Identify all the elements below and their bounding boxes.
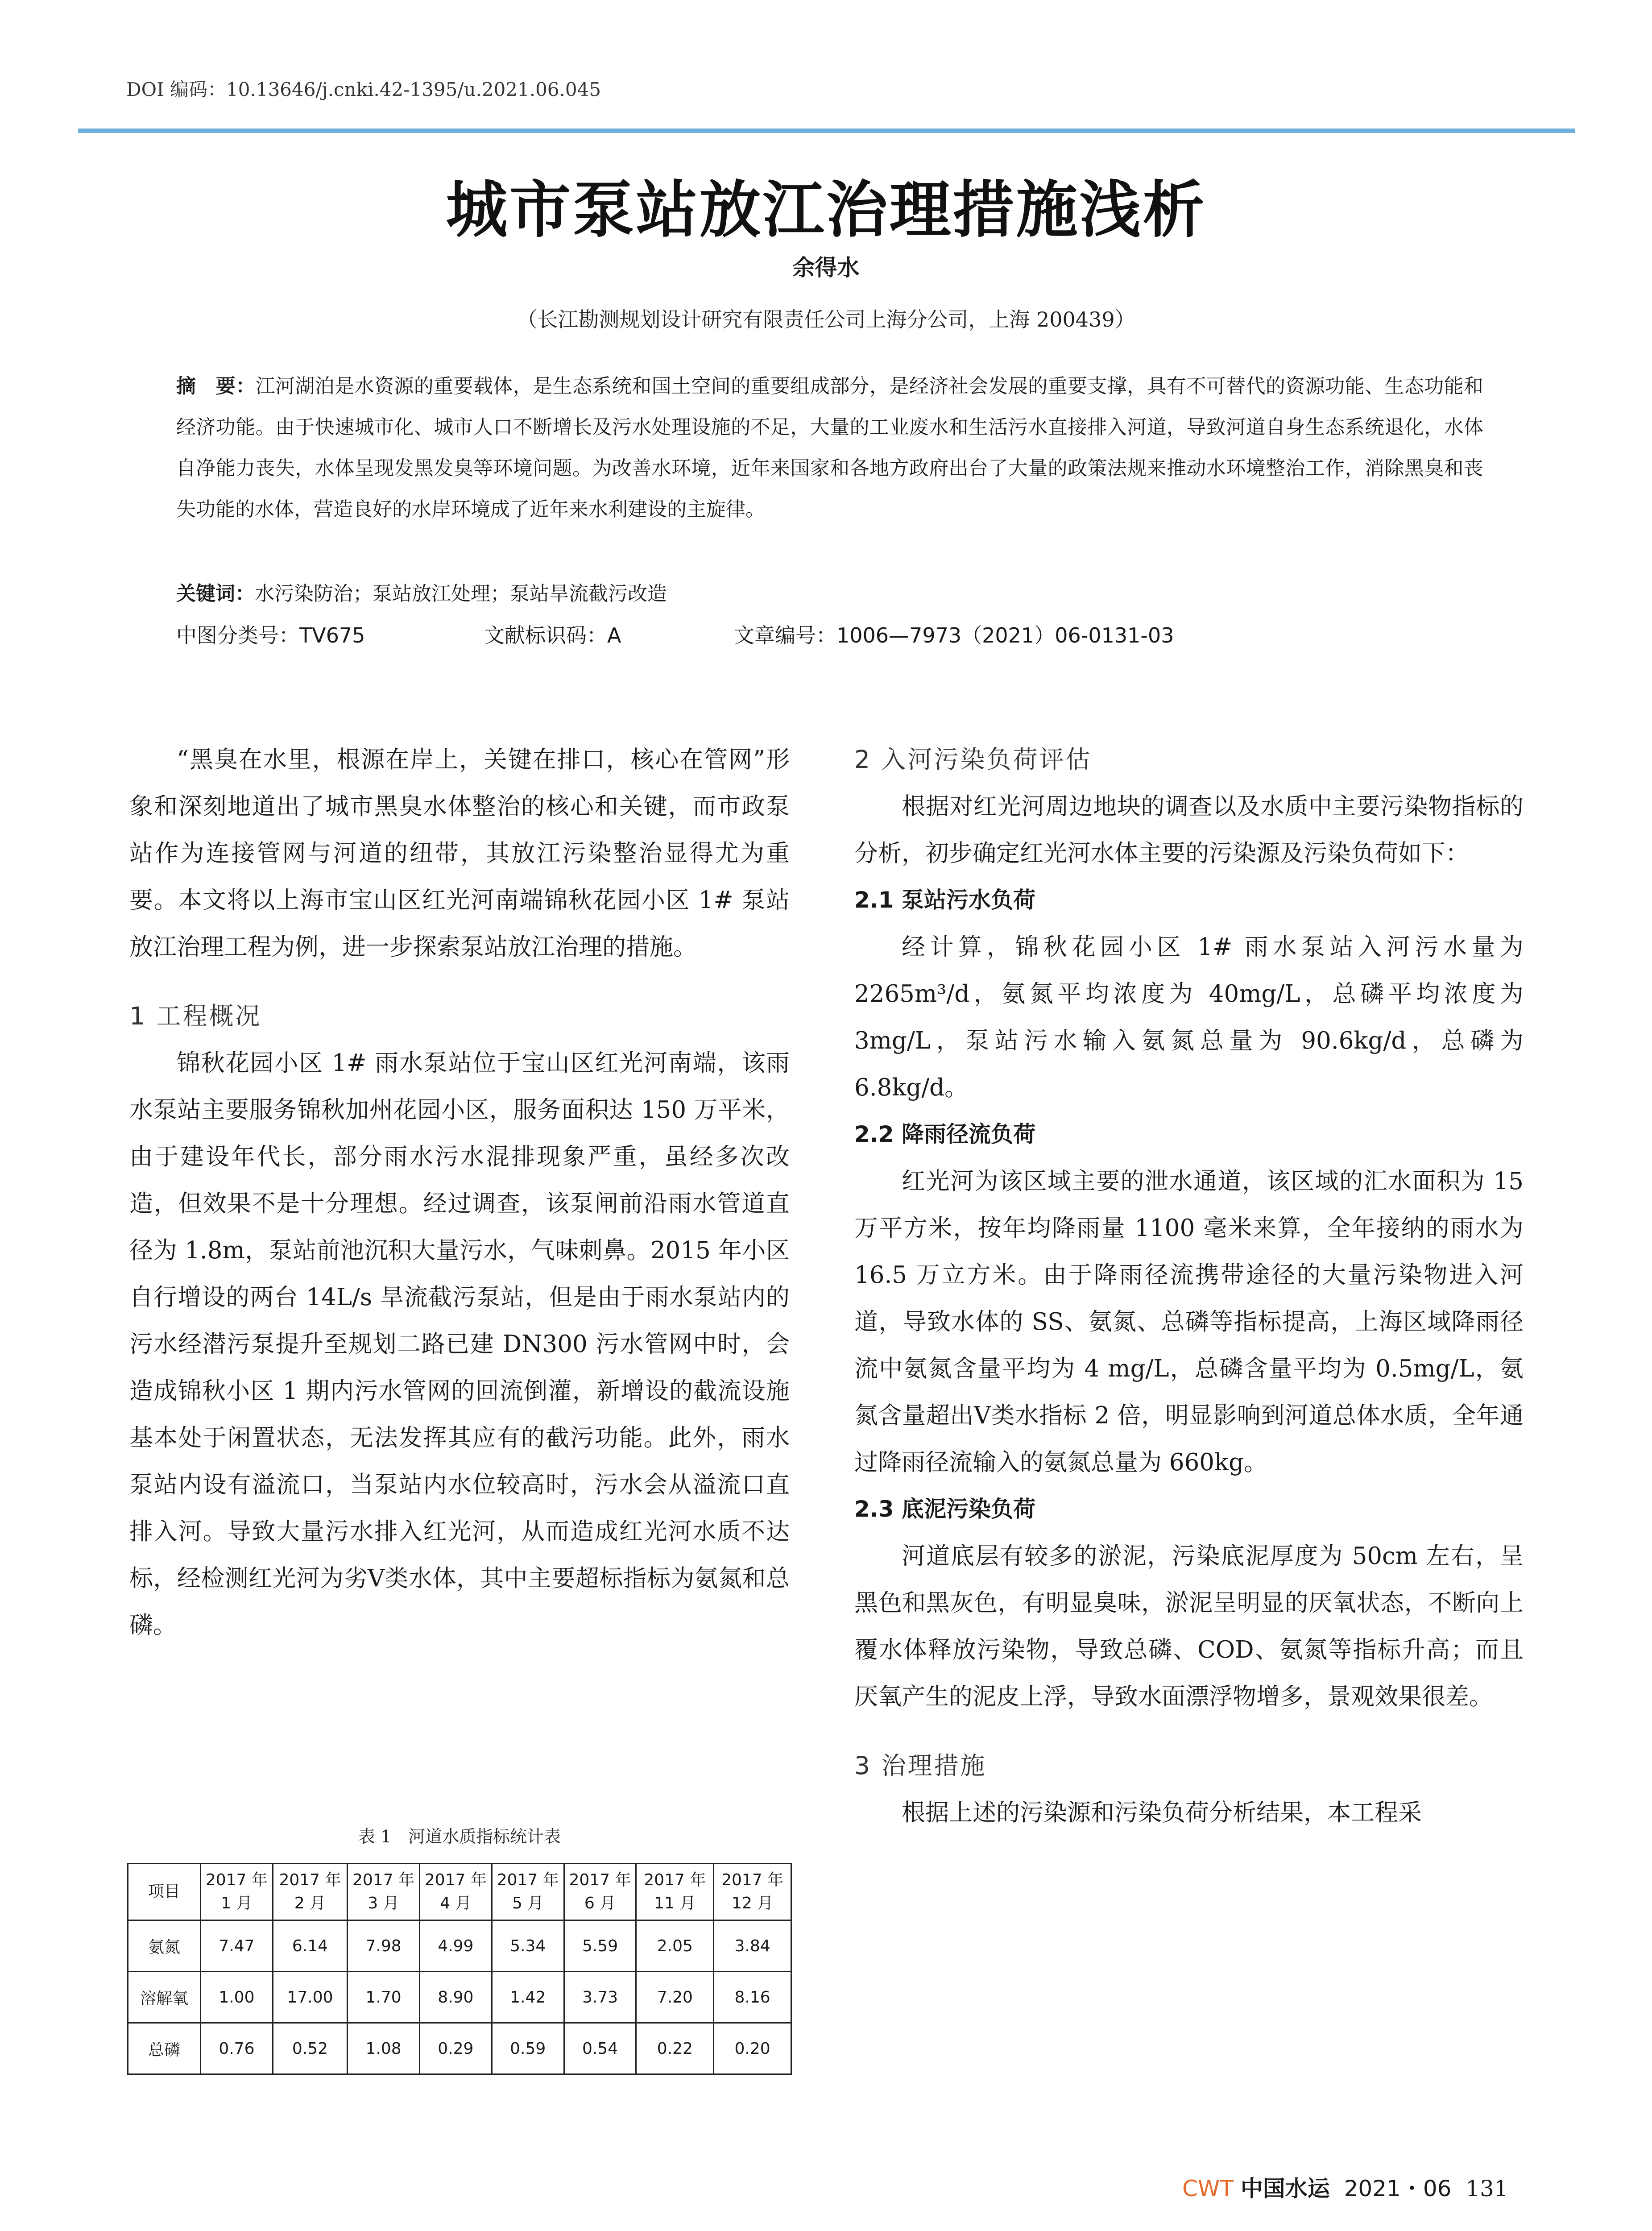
table-cell: 6.14: [273, 1920, 347, 1972]
table-row: [128, 1972, 791, 2023]
table-cell: 0.20: [714, 2023, 791, 2074]
section-2-3-heading: 2.3 底泥污染负荷: [854, 1496, 1035, 1522]
table-cell: 0.54: [564, 2023, 636, 2074]
page-footer: [1182, 2171, 1508, 2203]
author: 余得水: [792, 255, 860, 281]
section-2-2-paragraph: 红光河为该区域主要的泄水通道，该区域的汇水面积为 15 万平方米，按年均降雨量 1100 毫米来算，全年接纳的雨水为 16.5 万立方米。由于降雨径流携带途径的大量污染物进入河道，导致水体的 SS、氨氮、总磷等指标提高，上海区域降雨径流中氨氮含量平均为 4 mg/L，总磷含量平均为 0.5mg/L，氨氮含量超出Ⅴ类水指标 2 倍，明显影响到河道总体水质，全年通过降雨径流输入的氨氮总量为 660kg。: [854, 1168, 1524, 1476]
table-cell: 3.73: [564, 1972, 636, 2023]
table-cell: 7.47: [201, 1920, 273, 1972]
table-cell: 2.05: [636, 1920, 714, 1972]
section-1-paragraph: 锦秋花园小区 1# 雨水泵站位于宝山区红光河南端，该雨水泵站主要服务锦秋加州花园小区，服务面积达 150 万平米，由于建设年代长，部分雨水污水混排现象严重，虽经多次改造，但效果不是十分理想。经过调查，该泵闸前沿雨水管道直径为 1.8m，泵站前池沉积大量污水，气味刺鼻。2015 年小区自行增设的两台 14L/s 旱流截污泵站，但是由于雨水泵站内的污水经潜污泵提升至规划二路已建 DN300 污水管网中时，会造成锦秋小区 1 期内污水管网的回流倒灌，新增设的截流设施基本处于闲置状态，无法发挥其应有的截污功能。此外，雨水泵站内设有溢流口，当泵站内水位较高时，污水会从溢流口直排入河。导致大量污水排入红光河，从而造成红光河水质不达标，经检测红光河为劣Ⅴ类水体，其中主要超标指标为氨氮和总磷。: [129, 1049, 790, 1639]
left-column: [129, 736, 790, 1649]
classification-row: [176, 615, 1483, 656]
table-header-cell: 2017 年 6 月: [564, 1864, 636, 1920]
affiliation: （长江勘测规划设计研究有限责任公司上海分公司，上海 200439）: [517, 307, 1135, 332]
right-column: [854, 736, 1524, 1836]
abstract: [176, 366, 1483, 530]
table-cell: 1.42: [492, 1972, 564, 2023]
table-cell: 0.76: [201, 2023, 273, 2074]
table-header-cell: 2017 年 2 月: [273, 1864, 347, 1920]
table-cell: 1.70: [348, 1972, 420, 2023]
table-cell: 1.00: [201, 1972, 273, 2023]
section-3-paragraph: 根据上述的污染源和污染负荷分析结果，本工程采: [902, 1799, 1422, 1826]
table-header-cell: 2017 年 5 月: [492, 1864, 564, 1920]
table-cell: 0.52: [273, 2023, 347, 2074]
table-cell: 0.29: [419, 2023, 492, 2074]
keywords-text: 水污染防治；泵站放江处理；泵站旱流截污改造: [255, 582, 667, 605]
section-3-heading: 3 治理措施: [854, 1751, 987, 1780]
keywords: [176, 573, 1483, 614]
table-header-row: [128, 1864, 791, 1920]
table-cell: 5.34: [492, 1920, 564, 1972]
table-cell: 0.22: [636, 2023, 714, 2074]
section-2-2-heading: 2.2 降雨径流负荷: [854, 1121, 1035, 1147]
table-cell: 7.20: [636, 1972, 714, 2023]
doi-code: DOI 编码：10.13646/j.cnki.42-1395/u.2021.06.045: [126, 79, 601, 100]
table-row-label: 氨氮: [128, 1920, 201, 1972]
journal-name: 中国水运: [1240, 2175, 1330, 2202]
header-rule: [78, 129, 1575, 133]
table-cell: 4.99: [419, 1920, 492, 1972]
keywords-label: 关键词：: [176, 582, 255, 605]
table-row-label: 溶解氧: [128, 1972, 201, 2023]
table-header-cell: 2017 年 12 月: [714, 1864, 791, 1920]
section-2-heading: 2 入河污染负荷评估: [854, 745, 1092, 774]
table-row-label: 总磷: [128, 2023, 201, 2074]
table-header-item: 项目: [128, 1864, 201, 1920]
table-cell: 7.98: [348, 1920, 420, 1972]
section-2-3-paragraph: 河道底层有较多的淤泥，污染底泥厚度为 50cm 左右，呈黑色和黑灰色，有明显臭味，淤泥呈明显的厌氧状态，不断向上覆水体释放污染物，导致总磷、COD、氨氮等指标升高；而且厌氧产生的泥皮上浮，导致水面漂浮物增多，景观效果很差。: [854, 1543, 1524, 1710]
water-quality-table: [127, 1863, 792, 2075]
table-caption: 表 1 河道水质指标统计表: [358, 1827, 561, 1846]
table-row: [128, 2023, 791, 2074]
section-2-1-paragraph: 经计算，锦秋花园小区 1# 雨水泵站入河污水量为 2265m³/d，氨氮平均浓度为 40mg/L，总磷平均浓度为 3mg/L，泵站污水输入氨氮总量为 90.6kg/d，总磷为 6.8kg/d。: [854, 933, 1524, 1101]
paper-title: 城市泵站放江治理措施浅析: [446, 173, 1206, 246]
table-cell: 1.08: [348, 2023, 420, 2074]
table-row: [128, 1920, 791, 1972]
section-1-heading: 1 工程概况: [129, 1002, 262, 1030]
table-cell: 5.59: [564, 1920, 636, 1972]
table-header-cell: 2017 年 3 月: [348, 1864, 420, 1920]
table-cell: 0.59: [492, 2023, 564, 2074]
cwt-logo: CWT: [1182, 2176, 1234, 2202]
document-code: 文献标识码：A: [484, 623, 621, 647]
table-cell: 8.16: [714, 1972, 791, 2023]
table-header-cell: 2017 年 1 月: [201, 1864, 273, 1920]
table-header-cell: 2017 年 4 月: [419, 1864, 492, 1920]
clc-number: 中图分类号：TV675: [176, 623, 365, 647]
abstract-label: 摘 要：: [176, 375, 256, 398]
page-number: 131: [1466, 2176, 1508, 2202]
table-header-cell: 2017 年 11 月: [636, 1864, 714, 1920]
table-cell: 3.84: [714, 1920, 791, 1972]
table-cell: 8.90: [419, 1972, 492, 2023]
article-number: 文章编号：1006—7973（2021）06-0131-03: [734, 623, 1174, 647]
intro-paragraph: “黑臭在水里，根源在岸上，关键在排口，核心在管网”形象和深刻地道出了城市黑臭水体整治的核心和关键，而市政泵站作为连接管网与河道的纽带，其放江污染整治显得尤为重要。本文将以上海市宝山区红光河南端锦秋花园小区 1# 泵站放江治理工程为例，进一步探索泵站放江治理的措施。: [129, 746, 790, 961]
section-2-1-heading: 2.1 泵站污水负荷: [854, 887, 1035, 913]
section-2-paragraph: 根据对红光河周边地块的调查以及水质中主要污染物指标的分析，初步确定红光河水体主要的污染源及污染负荷如下：: [854, 793, 1524, 867]
abstract-text: 江河湖泊是水资源的重要载体，是生态系统和国土空间的重要组成部分，是经济社会发展的重要支撑，具有不可替代的资源功能、生态功能和经济功能。由于快速城市化、城市人口不断增长及污水处理设施的不足，大量的工业废水和生活污水直接排入河道，导致河道自身生态系统退化，水体自净能力丧失，水体呈现发黑发臭等环境问题。为改善水环境，近年来国家和各地方政府出台了大量的政策法规来推动水环境整治工作，消除黑臭和丧失功能的水体，营造良好的水岸环境成了近年来水利建设的主旋律。: [176, 375, 1484, 521]
table-cell: 17.00: [273, 1972, 347, 2023]
issue-date: 2021・06: [1344, 2176, 1452, 2202]
